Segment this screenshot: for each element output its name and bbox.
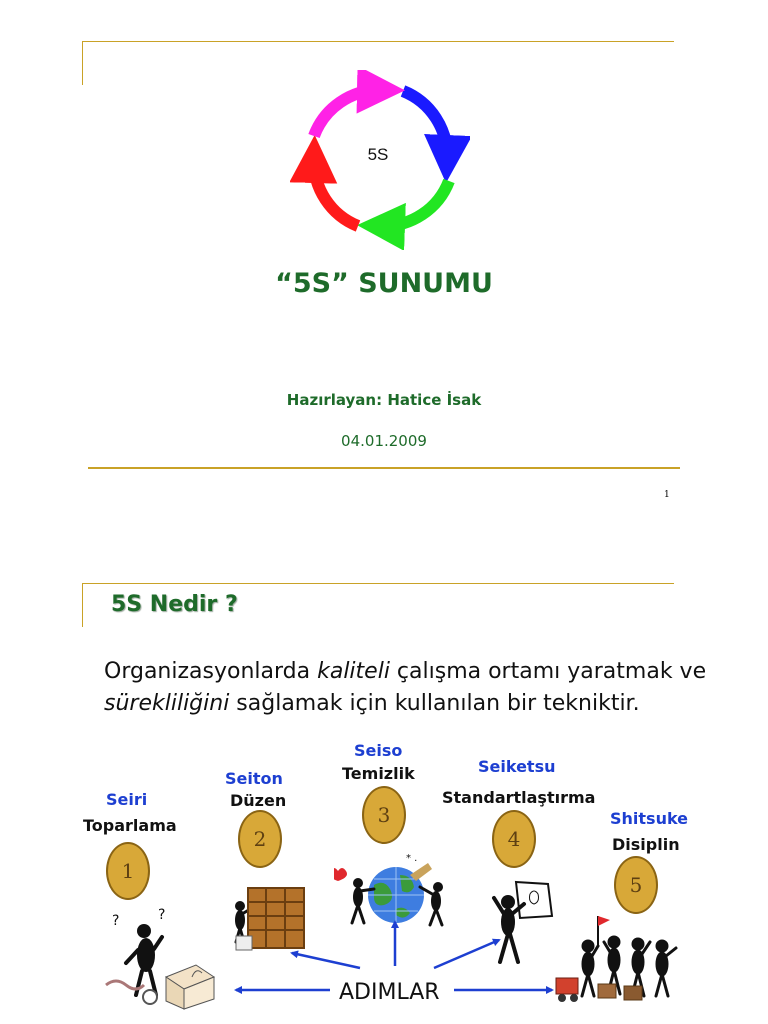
step-5-coin: 5 — [614, 856, 658, 914]
step-1-japanese: Seiri — [106, 790, 148, 809]
definition-part-2: çalışma ortamı yaratmak ve — [389, 659, 707, 684]
svg-text:?: ? — [158, 907, 166, 923]
page-number: 1 — [664, 490, 670, 500]
presentation-date: 04.01.2009 — [341, 432, 427, 450]
step-5-turkish: Disiplin — [612, 835, 680, 854]
arrow-to-step-2 — [292, 953, 360, 968]
step-2-turkish: Düzen — [230, 791, 287, 810]
step-2-coin: 2 — [238, 810, 282, 868]
step-4-japanese: Seiketsu — [478, 757, 556, 776]
svg-text:* .: * . — [406, 853, 418, 864]
cycle-label: 5S — [367, 145, 389, 164]
author-line: Hazırlayan: Hatice İsak — [286, 391, 482, 409]
slide-heading: 5S Nedir ? — [111, 592, 238, 617]
definition-part-1: Organizasyonlarda — [104, 659, 318, 684]
step-1-turkish: Toparlama — [83, 816, 177, 835]
step-3-turkish: Temizlik — [342, 764, 415, 783]
step-3-coin: 3 — [362, 786, 406, 844]
step-2-japanese: Seiton — [225, 769, 283, 788]
definition-emphasis-1: kaliteli — [317, 659, 390, 684]
svg-text:?: ? — [112, 913, 120, 929]
steps-center-label: ADIMLAR — [339, 980, 440, 1005]
step-1-coin: 1 — [106, 842, 150, 900]
arrow-to-step-4 — [434, 940, 499, 968]
step-4-coin: 4 — [492, 810, 536, 868]
definition-emphasis-2: sürekliliğini — [104, 691, 230, 716]
step-5-japanese: Shitsuke — [610, 809, 689, 828]
definition-part-3: sağlamak için kullanılan bir tekniktir. — [229, 691, 640, 716]
step-4-turkish: Standartlaştırma — [442, 788, 596, 807]
step-3-japanese: Seiso — [354, 741, 403, 760]
presentation-title: “5S” SUNUMU — [275, 268, 493, 299]
